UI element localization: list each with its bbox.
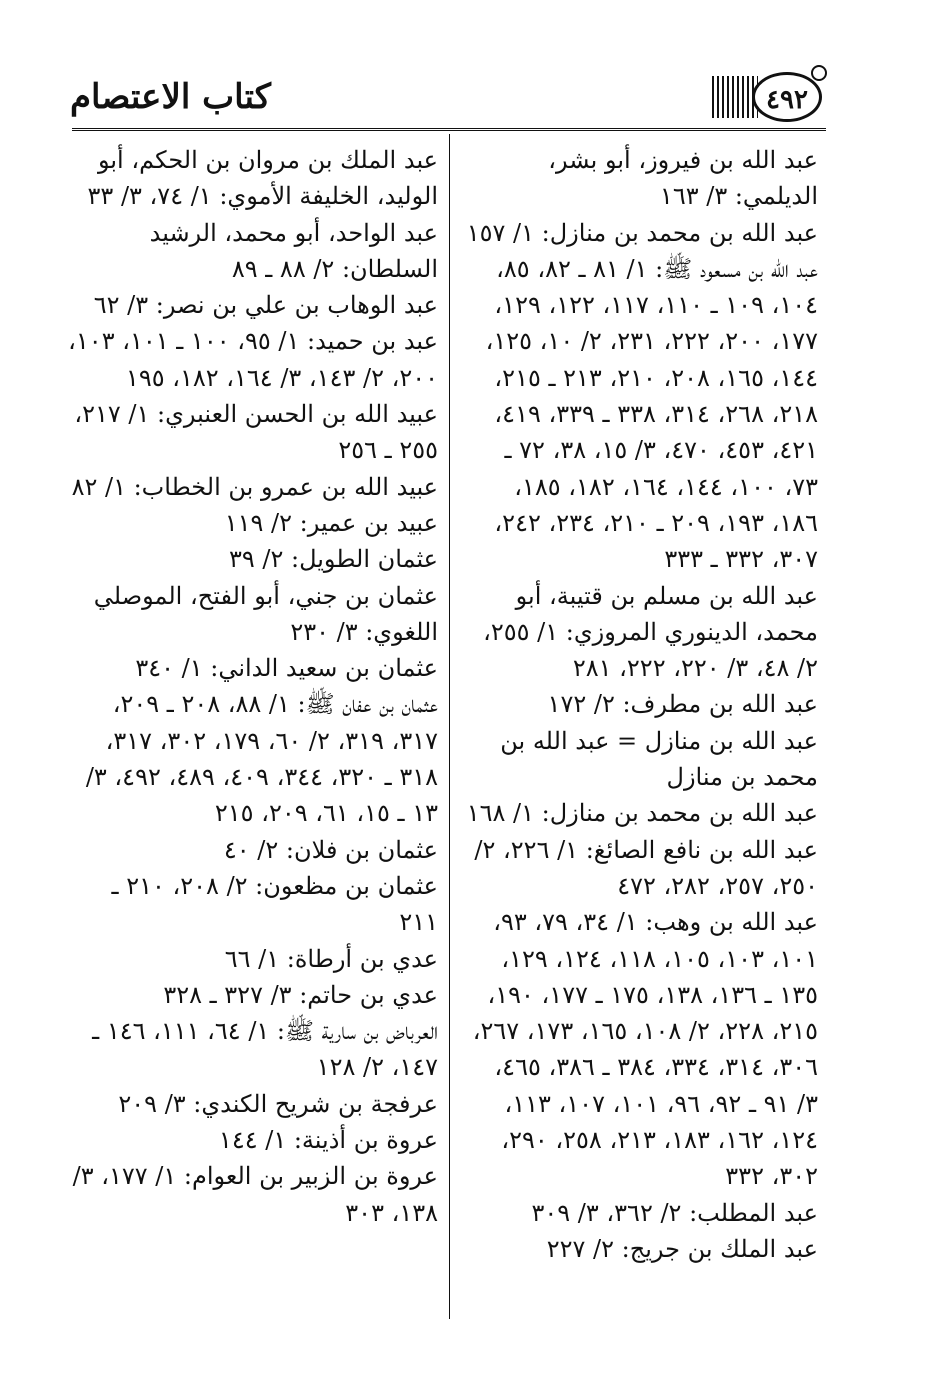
index-column-left xyxy=(68,142,438,1231)
index-entry: عبد الله بن مسعود ﷺ: ١/ ٨١ ـ ٨٢، ٨٥، ١٠٤، ١٠٩ ـ ١١٠، ١١٧، ١٢٢، ١٢٩، ١٧٧، ٢٠٠، ٢٢٢، ٢٣١، ٢/ ١٠، ١٢٥، ١٤٤، ١٦٥، ٢٠٨، ٢١٠، ٢١٣ ـ ٢١٥، ٢١٨، ٢٦٨، ٣١٤، ٣٣٨ ـ ٣٣٩، ٤١٩، ٤٢١، ٤٥٣، ٤٧٠، ٣/ ١٥، ٣٨، ٧٢ ـ ٧٣، ١٠٠، ١٤٤، ١٦٤، ١٨٢، ١٨٥، ١٨٦، ١٩٣، ٢٠٩ ـ ٢١٠، ٢٣٤، ٢٤٢، ٣٠٧، ٣٣٢ ـ ٣٣٣ xyxy=(485,254,818,574)
index-entry: عبيد الله بن الحسن العنبري: ١/ ٢١٧، ٢٥٥ ـ ٢٥٦ xyxy=(74,400,438,465)
index-entry: عبيد الله بن عمرو بن الخطاب: ١/ ٨٢ xyxy=(71,472,438,501)
column-divider xyxy=(449,134,450,1319)
index-entry: عبد بن حميد: ١/ ٩٥، ١٠٠ ـ ١٠١، ١٠٣، ٢٠٠، ٢/ ١٤٣، ٣/ ١٦٤، ١٨٢، ١٩٥ xyxy=(68,327,438,392)
index-entry: عثمان بن سعيد الداني: ١/ ٣٤٠ xyxy=(135,654,438,683)
index-entry: العرباض بن سارية ﷺ: ١/ ٦٤، ١١١، ١٤٦ ـ ١٤٧، ٢/ ١٢٨ xyxy=(92,1017,438,1082)
index-entry: عبد الله بن مطرف: ٢/ ١٧٢ xyxy=(547,690,818,719)
index-entry: عرفجة بن شريح الكندي: ٣/ ٢٠٩ xyxy=(118,1089,438,1118)
running-title: كتاب الاعتصام xyxy=(70,77,271,117)
page-number: ٤٩٢ xyxy=(752,72,822,122)
index-entry: عبيد بن عمير: ٢/ ١١٩ xyxy=(224,508,438,537)
index-entry: عبد الله بن محمد بن منازل: ١/ ١٥٧ xyxy=(466,218,818,247)
index-entry: عثمان الطويل: ٢/ ٣٩ xyxy=(228,545,438,574)
header-rule xyxy=(72,128,826,131)
index-entry: عبد الله بن مسلم بن قتيبة، أبو محمد، الدينوري المروزي: ١/ ٢٥٥، ٢/ ٤٨، ٣/ ٢٢٠، ٢٢٢، ٢٨١ xyxy=(483,581,818,683)
index-entry: عروة بن الزبير بن العوام: ١/ ١٧٧، ٣/ ١٣٨، ٣٠٣ xyxy=(72,1162,438,1227)
index-entry: عبد الله بن نافع الصائغ: ١/ ٢٢٦، ٢/ ٢٥٠، ٢٥٧، ٢٨٢، ٤٧٢ xyxy=(474,835,818,900)
index-column-right xyxy=(466,142,818,1267)
index-entry: عثمان بن فلان: ٢/ ٤٠ xyxy=(223,835,438,864)
index-entry: عبد الله بن وهب: ١/ ٣٤، ٧٩، ٩٣، ١٠١، ١٠٣، ١٠٥، ١١٨، ١٢٤، ١٢٩، ١٣٥ ـ ١٣٦، ١٣٨، ١٧٥ ـ ١٧٧، ١٩٠، ٢١٥، ٢٢٨، ٢/ ١٠٨، ١٦٥، ١٧٣، ٢٦٧، ٣٠٦، ٣١٤، ٣٣٤، ٣٨٤ ـ ٣٨٦، ٤٦٥، ٣/ ٩١ ـ ٩٢، ٩٦، ١٠١، ١٠٧، ١١٣، ١٢٤، ١٦٢، ١٨٣، ٢١٣، ٢٥٨، ٢٩٠، ٣٠٢، ٣٣٢ xyxy=(472,908,818,1191)
index-entry: عبد الله بن فيروز، أبو بشر، الديلمي: ٣/ ١٦٣ xyxy=(548,146,818,211)
index-entry: عثمان بن جني، أبو الفتح، الموصلي اللغوي: ٣/ ٢٣٠ xyxy=(93,581,438,646)
index-entry: عبد الملك بن جريج: ٢/ ٢٢٧ xyxy=(546,1234,818,1263)
index-entry: عدي بن حاتم: ٣/ ٣٢٧ ـ ٣٢٨ xyxy=(163,980,438,1009)
index-entry: عبد الملك بن مروان بن الحكم، أبو الوليد، الخليفة الأموي: ١/ ٧٤، ٣/ ٣٣ xyxy=(87,146,438,211)
index-entry: عثمان بن مظعون: ٢/ ٢٠٨، ٢١٠ ـ ٢١١ xyxy=(111,871,438,937)
index-entry: عدي بن أرطاة: ١/ ٦٦ xyxy=(224,944,438,973)
index-entry: عثمان بن عفان ﷺ: ١/ ٨٨، ٢٠٨ ـ ٢٠٩، ٣١٧، ٣١٩، ٢/ ٦٠، ١٧٩، ٣٠٢، ٣١٧، ٣١٨ ـ ٣٢٠، ٣٤٤، ٤٠٩، ٤٨٩، ٤٩٢، ٣/ ١٣ ـ ١٥، ٦١، ٢٠٩، ٢١٥ xyxy=(85,690,438,828)
index-entry: عروة بن أذينة: ١/ ١٤٤ xyxy=(218,1126,438,1155)
index-entry: عبد الوهاب بن علي بن نصر: ٣/ ٦٢ xyxy=(93,291,438,320)
page-number-ornament xyxy=(712,70,822,128)
index-entry: عبد الله بن محمد بن منازل: ١/ ١٦٨ xyxy=(466,799,818,828)
page-header xyxy=(0,0,944,130)
index-entry: عبد الله بن منازل = عبد الله بن محمد بن منازل xyxy=(500,726,818,792)
index-entry: عبد المطلب: ٢/ ٣٦٢، ٣/ ٣٠٩ xyxy=(531,1198,818,1227)
index-entry: عبد الواحد، أبو محمد، الرشيد السلطان: ٢/ ٨٨ ـ ٨٩ xyxy=(149,218,438,283)
